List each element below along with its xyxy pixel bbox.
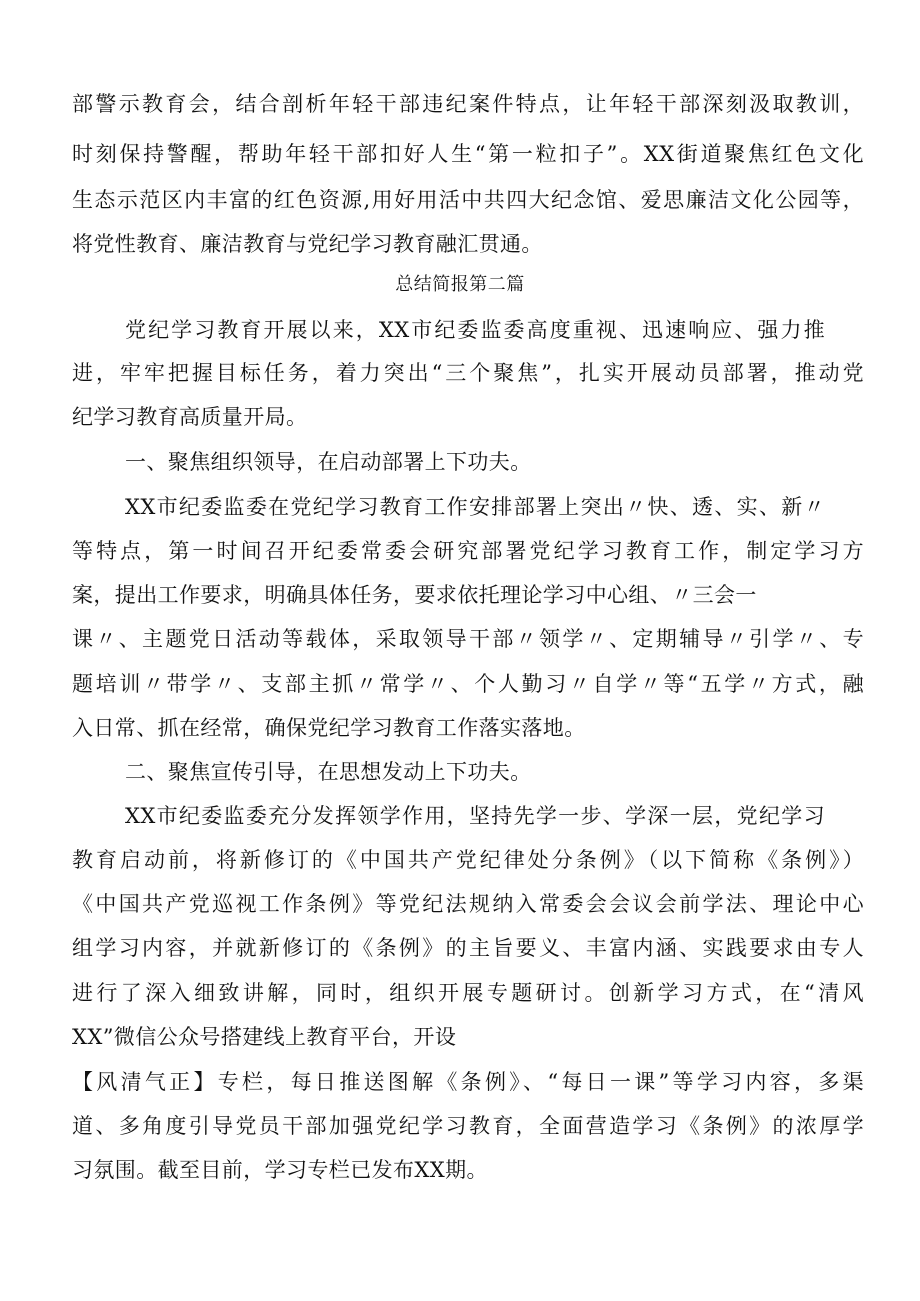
body-text-line: 时刻保持警醒，帮助年轻干部扣好人生“第一粒扣子”。XX街道聚焦红色文化 bbox=[72, 142, 864, 166]
body-text-line: 道、多角度引导党员干部加强党纪学习教育，全面营造学习《条例》的浓厚学 bbox=[72, 1114, 864, 1138]
subheading-two: 二、聚焦宣传引导，在思想发动上下功夫。 bbox=[125, 760, 532, 784]
body-text-line: 习氛围。截至目前，学习专栏已发布XX期。 bbox=[72, 1158, 488, 1182]
body-text-line: 将党性教育、廉洁教育与党纪学习教育融汇贯通。 bbox=[72, 232, 543, 256]
body-text-line: 入日常、抓在经常，确保党纪学习教育工作落实落地。 bbox=[72, 716, 586, 740]
body-text-line: 进，牢牢把握目标任务，着力突出“三个聚焦”，扎实开展动员部署，推动党 bbox=[72, 361, 864, 385]
body-text-line: 教育启动前，将新修订的《中国共产党纪律处分条例》（以下简称《条例》） bbox=[72, 848, 864, 872]
body-text-line: 组学习内容，并就新修订的《条例》的主旨要义、丰富内涵、实践要求由专人 bbox=[72, 936, 864, 960]
body-text-line: XX市纪委监委充分发挥领学作用，坚持先学一步、学深一层，党纪学习 bbox=[125, 804, 825, 828]
body-text-line: 等特点，第一时间召开纪委常委会研究部署党纪学习教育工作，制定学习方 bbox=[72, 539, 864, 563]
body-text-line: XX”微信公众号搭建线上教育平台，开设 bbox=[72, 1025, 457, 1049]
subheading-one: 一、聚焦组织领导，在启动部署上下功夫。 bbox=[125, 450, 532, 474]
body-text-line: XX市纪委监委在党纪学习教育工作安排部署上突出〃快、透、实、新〃 bbox=[125, 495, 825, 519]
body-text-line: 《中国共产党巡视工作条例》等党纪法规纳入常委会会议会前学法、理论中心 bbox=[72, 892, 864, 916]
body-text-line: 题培训〃带学〃、支部主抓〃常学〃、个人勤习〃自学〃等“五学〃方式，融 bbox=[72, 672, 864, 696]
body-text-line: 课〃、主题党日活动等载体，采取领导干部〃领学〃、定期辅导〃引学〃、专 bbox=[72, 627, 864, 651]
body-text-line: 【风清气正】专栏，每日推送图解《条例》、“每日一课”等学习内容，多渠 bbox=[72, 1070, 864, 1094]
body-text-line: 进行了深入细致讲解，同时，组织开展专题研讨。创新学习方式，在“清风 bbox=[72, 981, 864, 1005]
body-text-line: 纪学习教育高质量开局。 bbox=[72, 405, 308, 429]
body-text-line: 党纪学习教育开展以来，XX市纪委监委高度重视、迅速响应、强力推 bbox=[125, 318, 825, 342]
body-text-line: 案，提出工作要求，明确具体任务，要求依托理论学习中心组、〃三会一 bbox=[72, 583, 757, 607]
body-text-line: 生态示范区内丰富的红色资源,用好用活中共四大纪念馆、爱思廉洁文化公园等， bbox=[72, 188, 864, 212]
body-text-line: 部警示教育会，结合剖析年轻干部违纪案件特点，让年轻干部深刻汲取教训， bbox=[72, 92, 864, 116]
section-heading: 总结简报第二篇 bbox=[395, 274, 525, 295]
